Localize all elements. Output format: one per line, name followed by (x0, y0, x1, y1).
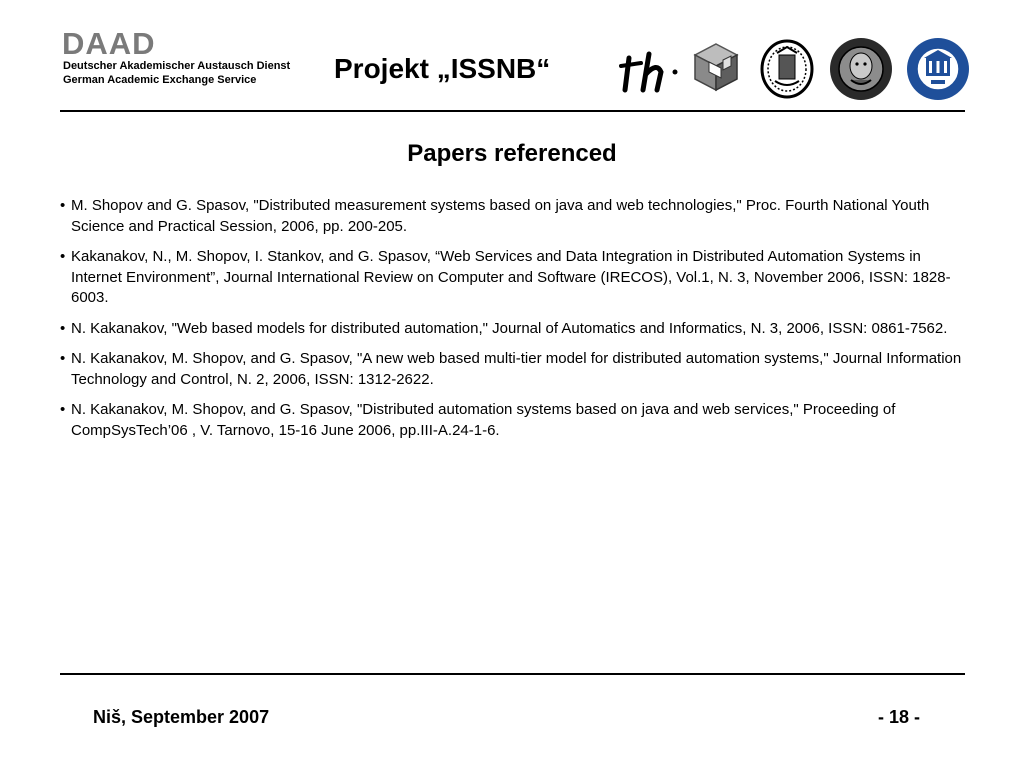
reference-item: • N. Kakanakov, M. Shopov, and G. Spasov, "A new web based multi-tier model for distributed automation systems," Journal Information Technology and Control, N. 2, 2006, ISSN: 1312-2622. (60, 349, 965, 390)
footer-divider (60, 673, 965, 675)
footer-location-date: Niš, September 2007 (93, 707, 270, 727)
university-nis-seal-icon (827, 36, 895, 102)
reference-item: • N. Kakanakov, "Web based models for distributed automation," Journal of Automatics and Informatics, N. 3, 2006, ISSN: 0861-7562. (60, 319, 965, 340)
daad-subtitle-german: Deutscher Akademischer Austausch Dienst (63, 60, 291, 72)
reference-item: • N. Kakanakov, M. Shopov, and G. Spasov, "Distributed automation systems based on java and web services," Proceeding of CompSysTech’06 , V. Tarnovo, 15-16 June 2006, pp.III-A.24-1-6. (60, 400, 965, 441)
daad-subtitle-english: German Academic Exchange Service (63, 74, 257, 86)
page-number: - 18 - (877, 707, 920, 727)
daad-logo-text: DAAD (62, 26, 156, 61)
slide-title: Papers referenced (407, 140, 617, 167)
project-title: Projekt „ISSNB“ (334, 53, 551, 84)
reference-item: • M. Shopov and G. Spasov, "Distributed measurement systems based on java and web technologies," Proc. Fourth National Youth Science and Practical Session, 2006, pp. 200-205. (60, 196, 965, 237)
references-list (60, 196, 965, 451)
cube-logo-icon (691, 42, 741, 94)
university-banja-luka-seal-icon (905, 36, 971, 102)
header-divider (60, 110, 965, 112)
reference-item: • Kakanakov, N., M. Shopov, I. Stankov, and G. Spasov, “Web Services and Data Integration in Distributed Automation Systems in Internet Environment”, Journal International Review on Computer and Software (IRECOS), Vol.1, N. 3, November 2006, ISSN: 1828-6003. (60, 247, 965, 309)
seal-logo-icon (759, 39, 815, 99)
partner-logos (615, 36, 975, 102)
th-logo-icon (619, 50, 683, 94)
